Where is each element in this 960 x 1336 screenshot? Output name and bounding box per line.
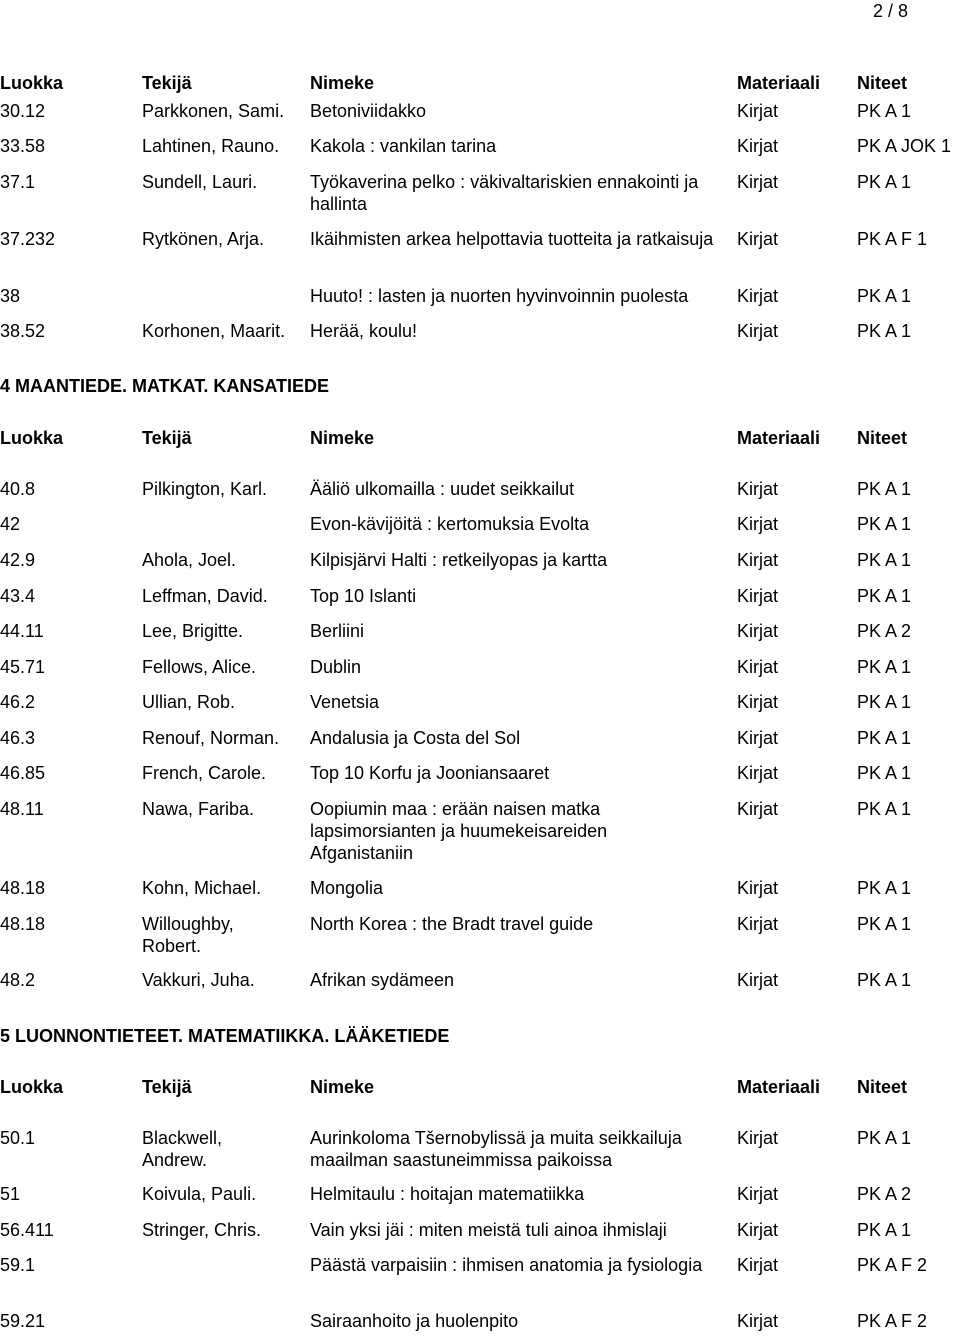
header-luokka: Luokka xyxy=(0,428,64,448)
cell-nimeke: Venetsia xyxy=(310,692,380,712)
cell-niteet: PK A 1 xyxy=(857,550,912,570)
header-tekija: Tekijä xyxy=(142,73,192,93)
cell-niteet: PK A 2 xyxy=(857,621,912,641)
cell-luokka: 48.2 xyxy=(0,970,36,990)
cell-materiaali: Kirjat xyxy=(737,286,779,306)
cell-luokka: 50.1 xyxy=(0,1128,36,1148)
cell-niteet: PK A 1 xyxy=(857,479,912,499)
cell-nimeke: Kilpisjärvi Halti : retkeilyopas ja kartta xyxy=(310,550,608,570)
cell-materiaali: Kirjat xyxy=(737,970,779,990)
cell-nimeke: Työkaverina pelko : väkivaltariskien ennakointi ja hallinta xyxy=(310,172,699,214)
cell-luokka: 37.1 xyxy=(0,172,36,192)
cell-niteet: PK A 1 xyxy=(857,1220,912,1240)
cell-luokka: 46.3 xyxy=(0,728,36,748)
cell-luokka: 51 xyxy=(0,1184,21,1204)
cell-luokka: 42.9 xyxy=(0,550,36,570)
cell-nimeke: Berliini xyxy=(310,621,365,641)
cell-materiaali: Kirjat xyxy=(737,799,779,819)
cell-tekija: Stringer, Chris. xyxy=(142,1220,262,1240)
cell-materiaali: Kirjat xyxy=(737,621,779,641)
cell-tekija: Ahola, Joel. xyxy=(142,550,237,570)
header-tekija: Tekijä xyxy=(142,1077,192,1097)
cell-tekija: Blackwell, Andrew. xyxy=(142,1128,223,1170)
cell-nimeke: Top 10 Islanti xyxy=(310,586,417,606)
header-niteet: Niteet xyxy=(857,1077,908,1097)
cell-niteet: PK A JOK 1 xyxy=(857,136,952,156)
header-niteet: Niteet xyxy=(857,73,908,93)
cell-luokka: 38.52 xyxy=(0,321,46,341)
cell-materiaali: Kirjat xyxy=(737,479,779,499)
cell-luokka: 59.21 xyxy=(0,1311,46,1331)
cell-materiaali: Kirjat xyxy=(737,1220,779,1240)
cell-materiaali: Kirjat xyxy=(737,514,779,534)
cell-materiaali: Kirjat xyxy=(737,1184,779,1204)
cell-niteet: PK A 1 xyxy=(857,657,912,677)
cell-nimeke: Mongolia xyxy=(310,878,384,898)
cell-materiaali: Kirjat xyxy=(737,1128,779,1148)
cell-nimeke: Kakola : vankilan tarina xyxy=(310,136,497,156)
header-materiaali: Materiaali xyxy=(737,73,821,93)
cell-niteet: PK A F 2 xyxy=(857,1255,928,1275)
section-title: 4 MAANTIEDE. MATKAT. KANSATIEDE xyxy=(0,376,330,396)
cell-nimeke: Top 10 Korfu ja Jooniansaaret xyxy=(310,763,550,783)
cell-materiaali: Kirjat xyxy=(737,101,779,121)
cell-nimeke: Andalusia ja Costa del Sol xyxy=(310,728,521,748)
section-title: 5 LUONNONTIETEET. MATEMATIIKKA. LÄÄKETIEDE xyxy=(0,1026,450,1046)
header-nimeke: Nimeke xyxy=(310,73,375,93)
page-number: 2 / 8 xyxy=(872,1,908,21)
cell-nimeke: Sairaanhoito ja huolenpito xyxy=(310,1311,519,1331)
cell-nimeke: Vain yksi jäi : miten meistä tuli ainoa ihmislaji xyxy=(310,1220,667,1240)
cell-materiaali: Kirjat xyxy=(737,586,779,606)
header-luokka: Luokka xyxy=(0,73,64,93)
cell-luokka: 48.11 xyxy=(0,799,44,819)
cell-niteet: PK A 1 xyxy=(857,101,912,121)
cell-luokka: 45.71 xyxy=(0,657,46,677)
cell-nimeke: North Korea : the Bradt travel guide xyxy=(310,914,594,934)
cell-tekija: Vakkuri, Juha. xyxy=(142,970,255,990)
cell-tekija: Lee, Brigitte. xyxy=(142,621,244,641)
header-nimeke: Nimeke xyxy=(310,428,375,448)
header-niteet: Niteet xyxy=(857,428,908,448)
cell-niteet: PK A 1 xyxy=(857,692,912,712)
cell-nimeke: Betoniviidakko xyxy=(310,101,427,121)
cell-materiaali: Kirjat xyxy=(737,728,779,748)
cell-niteet: PK A 1 xyxy=(857,286,912,306)
cell-nimeke: Afrikan sydämeen xyxy=(310,970,455,990)
cell-niteet: PK A 1 xyxy=(857,763,912,783)
cell-tekija: Lahtinen, Rauno. xyxy=(142,136,280,156)
cell-tekija: Korhonen, Maarit. xyxy=(142,321,286,341)
cell-nimeke: Oopiumin maa : erään naisen matka lapsimorsianten ja huumekeisareiden Afganistaniin xyxy=(310,799,608,863)
header-luokka: Luokka xyxy=(0,1077,64,1097)
cell-luokka: 40.8 xyxy=(0,479,36,499)
cell-materiaali: Kirjat xyxy=(737,692,779,712)
cell-luokka: 56.411 xyxy=(0,1220,54,1240)
cell-tekija: Fellows, Alice. xyxy=(142,657,257,677)
cell-tekija: Koivula, Pauli. xyxy=(142,1184,257,1204)
cell-luokka: 33.58 xyxy=(0,136,46,156)
cell-luokka: 44.11 xyxy=(0,621,44,641)
header-tekija: Tekijä xyxy=(142,428,192,448)
cell-nimeke: Herää, koulu! xyxy=(310,321,418,341)
cell-tekija: Nawa, Fariba. xyxy=(142,799,255,819)
cell-niteet: PK A 1 xyxy=(857,514,912,534)
header-nimeke: Nimeke xyxy=(310,1077,375,1097)
cell-luokka: 46.85 xyxy=(0,763,46,783)
cell-niteet: PK A 1 xyxy=(857,1128,912,1148)
cell-materiaali: Kirjat xyxy=(737,878,779,898)
cell-niteet: PK A 1 xyxy=(857,172,912,192)
cell-luokka: 59.1 xyxy=(0,1255,36,1275)
cell-tekija: Kohn, Michael. xyxy=(142,878,262,898)
header-materiaali: Materiaali xyxy=(737,1077,821,1097)
cell-luokka: 38 xyxy=(0,286,21,306)
cell-nimeke: Huuto! : lasten ja nuorten hyvinvoinnin puolesta xyxy=(310,286,689,306)
cell-tekija: Willoughby, Robert. xyxy=(142,914,234,956)
cell-tekija: Parkkonen, Sami. xyxy=(142,101,285,121)
cell-nimeke: Evon-kävijöitä : kertomuksia Evolta xyxy=(310,514,590,534)
cell-tekija: Renouf, Norman. xyxy=(142,728,280,748)
cell-nimeke: Ääliö ulkomailla : uudet seikkailut xyxy=(310,479,575,499)
cell-niteet: PK A F 2 xyxy=(857,1311,928,1331)
cell-materiaali: Kirjat xyxy=(737,763,779,783)
cell-niteet: PK A 2 xyxy=(857,1184,912,1204)
cell-tekija: Rytkönen, Arja. xyxy=(142,229,265,249)
cell-luokka: 37.232 xyxy=(0,229,56,249)
cell-luokka: 48.18 xyxy=(0,914,46,934)
cell-luokka: 48.18 xyxy=(0,878,46,898)
cell-materiaali: Kirjat xyxy=(737,136,779,156)
cell-niteet: PK A 1 xyxy=(857,799,912,819)
cell-niteet: PK A 1 xyxy=(857,970,912,990)
cell-niteet: PK A 1 xyxy=(857,586,912,606)
cell-niteet: PK A 1 xyxy=(857,914,912,934)
cell-luokka: 30.12 xyxy=(0,101,46,121)
cell-materiaali: Kirjat xyxy=(737,172,779,192)
cell-niteet: PK A F 1 xyxy=(857,229,928,249)
cell-luokka: 46.2 xyxy=(0,692,36,712)
cell-materiaali: Kirjat xyxy=(737,229,779,249)
cell-niteet: PK A 1 xyxy=(857,878,912,898)
cell-tekija: Pilkington, Karl. xyxy=(142,479,268,499)
cell-nimeke: Päästä varpaisiin : ihmisen anatomia ja fysiologia xyxy=(310,1255,703,1275)
cell-tekija: Ullian, Rob. xyxy=(142,692,236,712)
cell-niteet: PK A 1 xyxy=(857,728,912,748)
cell-materiaali: Kirjat xyxy=(737,914,779,934)
cell-tekija: Sundell, Lauri. xyxy=(142,172,258,192)
cell-nimeke: Dublin xyxy=(310,657,362,677)
cell-materiaali: Kirjat xyxy=(737,1255,779,1275)
cell-materiaali: Kirjat xyxy=(737,321,779,341)
cell-tekija: French, Carole. xyxy=(142,763,267,783)
cell-nimeke: Helmitaulu : hoitajan matematiikka xyxy=(310,1184,585,1204)
cell-nimeke: Aurinkoloma Tšernobylissä ja muita seikkailuja maailman saastuneimmissa paikoissa xyxy=(310,1128,682,1170)
cell-tekija: Leffman, David. xyxy=(142,586,268,606)
cell-niteet: PK A 1 xyxy=(857,321,912,341)
cell-materiaali: Kirjat xyxy=(737,550,779,570)
cell-nimeke: Ikäihmisten arkea helpottavia tuotteita ja ratkaisuja xyxy=(310,229,714,249)
cell-materiaali: Kirjat xyxy=(737,1311,779,1331)
cell-materiaali: Kirjat xyxy=(737,657,779,677)
header-materiaali: Materiaali xyxy=(737,428,821,448)
cell-luokka: 43.4 xyxy=(0,586,36,606)
cell-luokka: 42 xyxy=(0,514,21,534)
